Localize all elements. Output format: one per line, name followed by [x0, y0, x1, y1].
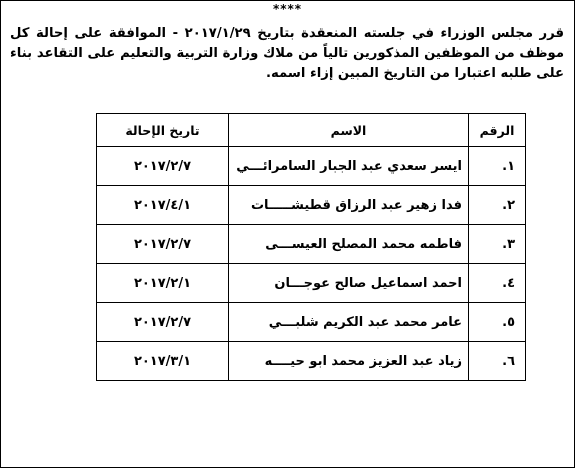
row-number: ١.	[469, 147, 526, 186]
table-row	[97, 264, 526, 303]
table-row	[97, 342, 526, 381]
row-name: فدا زهير عبد الرزاق قطيشـــــات	[229, 186, 469, 225]
row-date: ٢٠١٧/٢/١	[97, 264, 229, 303]
row-date: ٢٠١٧/٤/١	[97, 186, 229, 225]
row-number: ٣.	[469, 225, 526, 264]
table-header-row	[97, 114, 526, 147]
table-row	[97, 225, 526, 264]
row-name: احمد اسماعيل صالح عوجـــان	[229, 264, 469, 303]
row-name: ايسر سعدي عبد الجبار السامرائـــي	[229, 147, 469, 186]
table-row	[97, 186, 526, 225]
row-date: ٢٠١٧/٢/٧	[97, 225, 229, 264]
row-date: ٢٠١٧/٣/١	[97, 342, 229, 381]
row-number: ٦.	[469, 342, 526, 381]
separator-stars: ****	[272, 2, 303, 16]
header-number: الرقم	[469, 114, 526, 147]
table-row	[97, 147, 526, 186]
row-name: زياد عبد العزيز محمد ابو حيــــه	[229, 342, 469, 381]
row-number: ٤.	[469, 264, 526, 303]
row-date: ٢٠١٧/٢/٧	[97, 147, 229, 186]
retirees-table	[96, 113, 526, 381]
row-number: ٢.	[469, 186, 526, 225]
row-name: عامر محمد عبد الكريم شلبـــي	[229, 303, 469, 342]
table-row	[97, 303, 526, 342]
header-name: الاسم	[229, 114, 469, 147]
row-date: ٢٠١٧/٢/٧	[97, 303, 229, 342]
row-number: ٥.	[469, 303, 526, 342]
row-name: فاطمه محمد المصلح العيســـى	[229, 225, 469, 264]
header-date: تاريخ الإحالة	[97, 114, 229, 147]
decision-paragraph: قرر مجلس الوزراء في جلسته المنعقدة بتاريخ ٢٠١٧/١/٢٩ - الموافقة على إحالة كل موظف من الموظفين المذكورين تالياً من ملاك وزارة التربية والتعليم على التقاعد بناء على طلبه اعتبارا من التاريخ المبين إزاء اسمه.	[10, 26, 564, 81]
